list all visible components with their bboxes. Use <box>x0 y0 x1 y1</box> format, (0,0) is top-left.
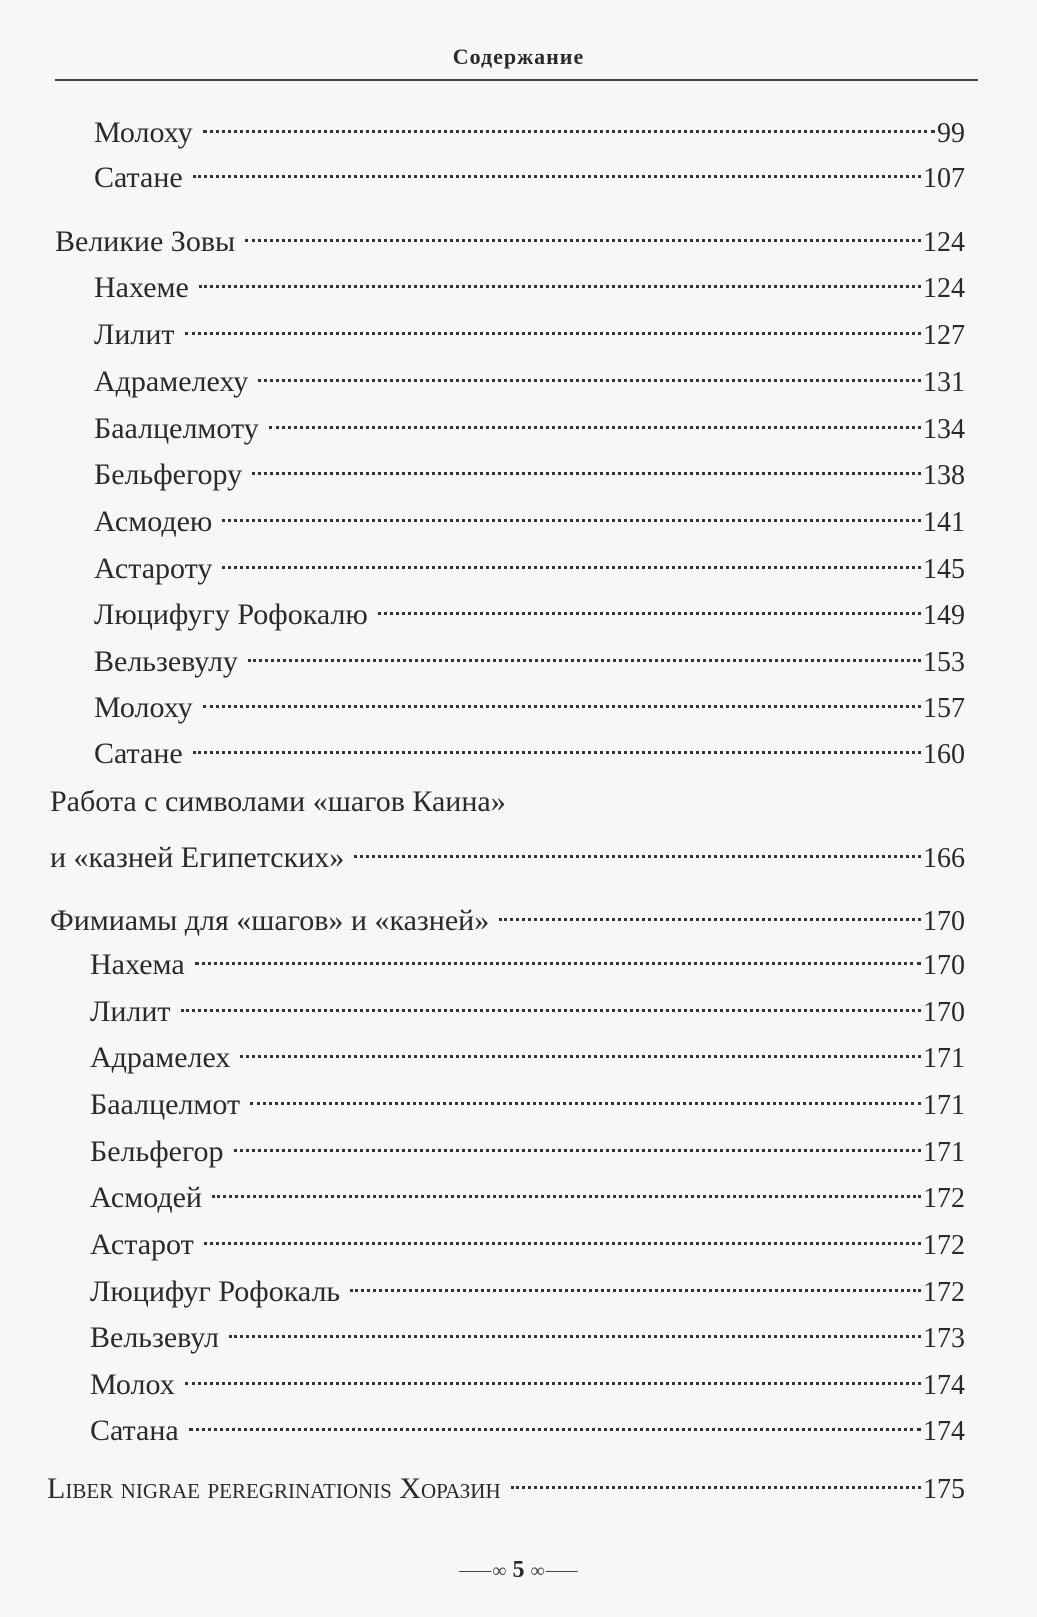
toc-entry-page: 134 <box>923 414 965 445</box>
toc-entry-label: Астароту <box>94 552 213 585</box>
dot-leader <box>203 677 921 717</box>
dot-leader <box>354 827 921 867</box>
dot-leader <box>195 934 921 974</box>
toc-entry-page: 153 <box>923 647 965 678</box>
toc-entry-label: Люцифугу Рофокалю <box>94 598 368 631</box>
toc-entry-page: 157 <box>923 693 965 724</box>
toc-entry-label: Liber nigrae peregrinationis Хоразин <box>47 1472 501 1505</box>
toc-section[interactable] <box>50 890 965 937</box>
dot-leader <box>189 1400 921 1440</box>
toc-entry[interactable] <box>90 1400 965 1447</box>
toc-entry[interactable] <box>94 102 965 149</box>
toc-entry[interactable] <box>94 444 965 491</box>
toc-entry-label: Сатане <box>94 737 183 770</box>
toc-entry-page: 171 <box>923 1043 965 1074</box>
toc-entry[interactable] <box>90 1307 965 1354</box>
page-number-footer <box>0 1554 1037 1584</box>
dot-leader <box>350 1261 921 1301</box>
toc-entry-label: Вельзевулу <box>94 645 238 678</box>
toc-entry-label: Великие Зовы <box>55 225 236 258</box>
dot-leader <box>258 351 921 391</box>
toc-entry-page: 172 <box>923 1183 965 1214</box>
toc-entry-page: 149 <box>923 600 965 631</box>
toc-entry-label: Нахеме <box>94 271 189 304</box>
toc-entry-page: 170 <box>923 950 965 981</box>
dot-leader <box>511 1458 921 1498</box>
toc-section[interactable] <box>55 211 965 258</box>
dot-leader <box>222 491 921 531</box>
toc-entry[interactable] <box>90 934 965 981</box>
toc-entry-page: 131 <box>923 367 965 398</box>
toc-entry-page: 127 <box>923 320 965 351</box>
toc-entry[interactable] <box>94 398 965 445</box>
dot-leader <box>234 1121 921 1161</box>
dot-leader <box>378 584 921 624</box>
toc-entry-label: и «казней Египетских» <box>50 841 345 874</box>
dot-leader <box>252 444 921 484</box>
dot-leader <box>204 1214 921 1254</box>
toc-entry-page: 173 <box>923 1323 965 1354</box>
toc-entry[interactable] <box>94 304 965 351</box>
toc-entry-label: Адрамелеху <box>94 365 249 398</box>
toc-entry[interactable] <box>90 1167 965 1214</box>
toc-entry-label: Асмодей <box>90 1181 202 1214</box>
dot-leader <box>181 981 921 1021</box>
toc-entry-page: 124 <box>923 273 965 304</box>
toc-entry-page: 124 <box>923 227 965 258</box>
toc-entry-page: 145 <box>923 554 965 585</box>
toc-entry-label: Бельфегору <box>94 458 243 491</box>
toc-entry-label: Астарот <box>90 1228 194 1261</box>
toc-entry-label: Баалцелмот <box>90 1088 241 1121</box>
dot-leader <box>203 102 935 142</box>
toc-entry[interactable] <box>94 677 965 724</box>
dot-leader <box>199 257 921 297</box>
dot-leader <box>229 1307 921 1347</box>
dot-leader <box>248 631 921 671</box>
running-head-title: Содержание <box>452 44 585 69</box>
toc-entry[interactable] <box>90 1214 965 1261</box>
ornament-right-icon: ∞⸺ <box>530 1560 579 1582</box>
ornament-left-icon: ⸺∞ <box>458 1560 507 1582</box>
toc-entry-page: 166 <box>923 843 965 874</box>
toc-entry[interactable] <box>94 584 965 631</box>
toc-entry[interactable] <box>94 147 965 194</box>
toc-entry[interactable] <box>90 1354 965 1401</box>
dot-leader <box>212 1167 921 1207</box>
toc-entry-label: Бельфегор <box>90 1135 224 1168</box>
toc-entry-page: 141 <box>923 507 965 538</box>
toc-entry[interactable] <box>94 631 965 678</box>
toc-entry-label: Адрамелех <box>90 1041 231 1074</box>
toc-entry-page: 172 <box>923 1277 965 1308</box>
toc-entry-label: Люцифуг Рофокаль <box>90 1275 341 1308</box>
toc-entry[interactable] <box>94 538 965 585</box>
toc-entry-page: 160 <box>923 739 965 770</box>
toc-entry[interactable] <box>90 1121 965 1168</box>
toc-entry-label: Работа с символами «шагов Каина» <box>50 785 506 818</box>
toc-entry-label: Фимиамы для «шагов» и «казней» <box>50 904 490 937</box>
dot-leader <box>245 211 921 251</box>
toc-entry-label: Лилит <box>90 995 171 1028</box>
toc-entry-label: Молоху <box>94 116 193 149</box>
toc-entry-label: Сатане <box>94 161 183 194</box>
toc-entry-page: 171 <box>923 1137 965 1168</box>
toc-entry-page: 107 <box>923 163 965 194</box>
dot-leader <box>499 890 921 930</box>
toc-entry[interactable] <box>94 491 965 538</box>
toc-entry-page: 171 <box>923 1090 965 1121</box>
toc-entry-page: 174 <box>923 1370 965 1401</box>
toc-entry-page: 175 <box>923 1474 965 1505</box>
toc-entry[interactable] <box>90 1027 965 1074</box>
toc-entry-label: Нахема <box>90 948 185 981</box>
toc-entry[interactable] <box>94 723 965 770</box>
dot-leader <box>240 1027 921 1067</box>
toc-entry[interactable] <box>94 257 965 304</box>
toc-entry[interactable] <box>90 1074 965 1121</box>
dot-leader <box>185 304 921 344</box>
toc-entry[interactable] <box>90 981 965 1028</box>
toc-entry[interactable] <box>94 351 965 398</box>
header-rule <box>55 79 978 81</box>
toc-entry-page: 170 <box>923 997 965 1028</box>
toc-entry-label: Вельзевул <box>90 1321 219 1354</box>
toc-entry-label: Баалцелмоту <box>94 412 259 445</box>
toc-entry-label: Молоху <box>94 691 193 724</box>
toc-entry[interactable] <box>90 1261 965 1308</box>
toc-entry-label: Лилит <box>94 318 175 351</box>
toc-section[interactable] <box>50 827 965 874</box>
toc-entry-page: 172 <box>923 1230 965 1261</box>
dot-leader <box>269 398 921 438</box>
dot-leader <box>222 538 921 578</box>
dot-leader <box>193 147 921 187</box>
toc-entry-page: 138 <box>923 460 965 491</box>
toc-entry-label: Асмодею <box>94 505 213 538</box>
toc-section[interactable] <box>47 1458 965 1505</box>
page-number: 5 <box>512 1557 525 1583</box>
toc-entry-page: 99 <box>937 118 965 149</box>
toc-section-line[interactable] <box>50 782 965 822</box>
toc-entry-label: Молох <box>90 1368 175 1401</box>
dot-leader <box>250 1074 921 1114</box>
toc-entry-label: Сатана <box>90 1414 179 1447</box>
dot-leader <box>193 723 921 763</box>
dot-leader <box>185 1354 921 1394</box>
toc-entry-page: 170 <box>923 906 965 937</box>
toc-entry-page: 174 <box>923 1416 965 1447</box>
